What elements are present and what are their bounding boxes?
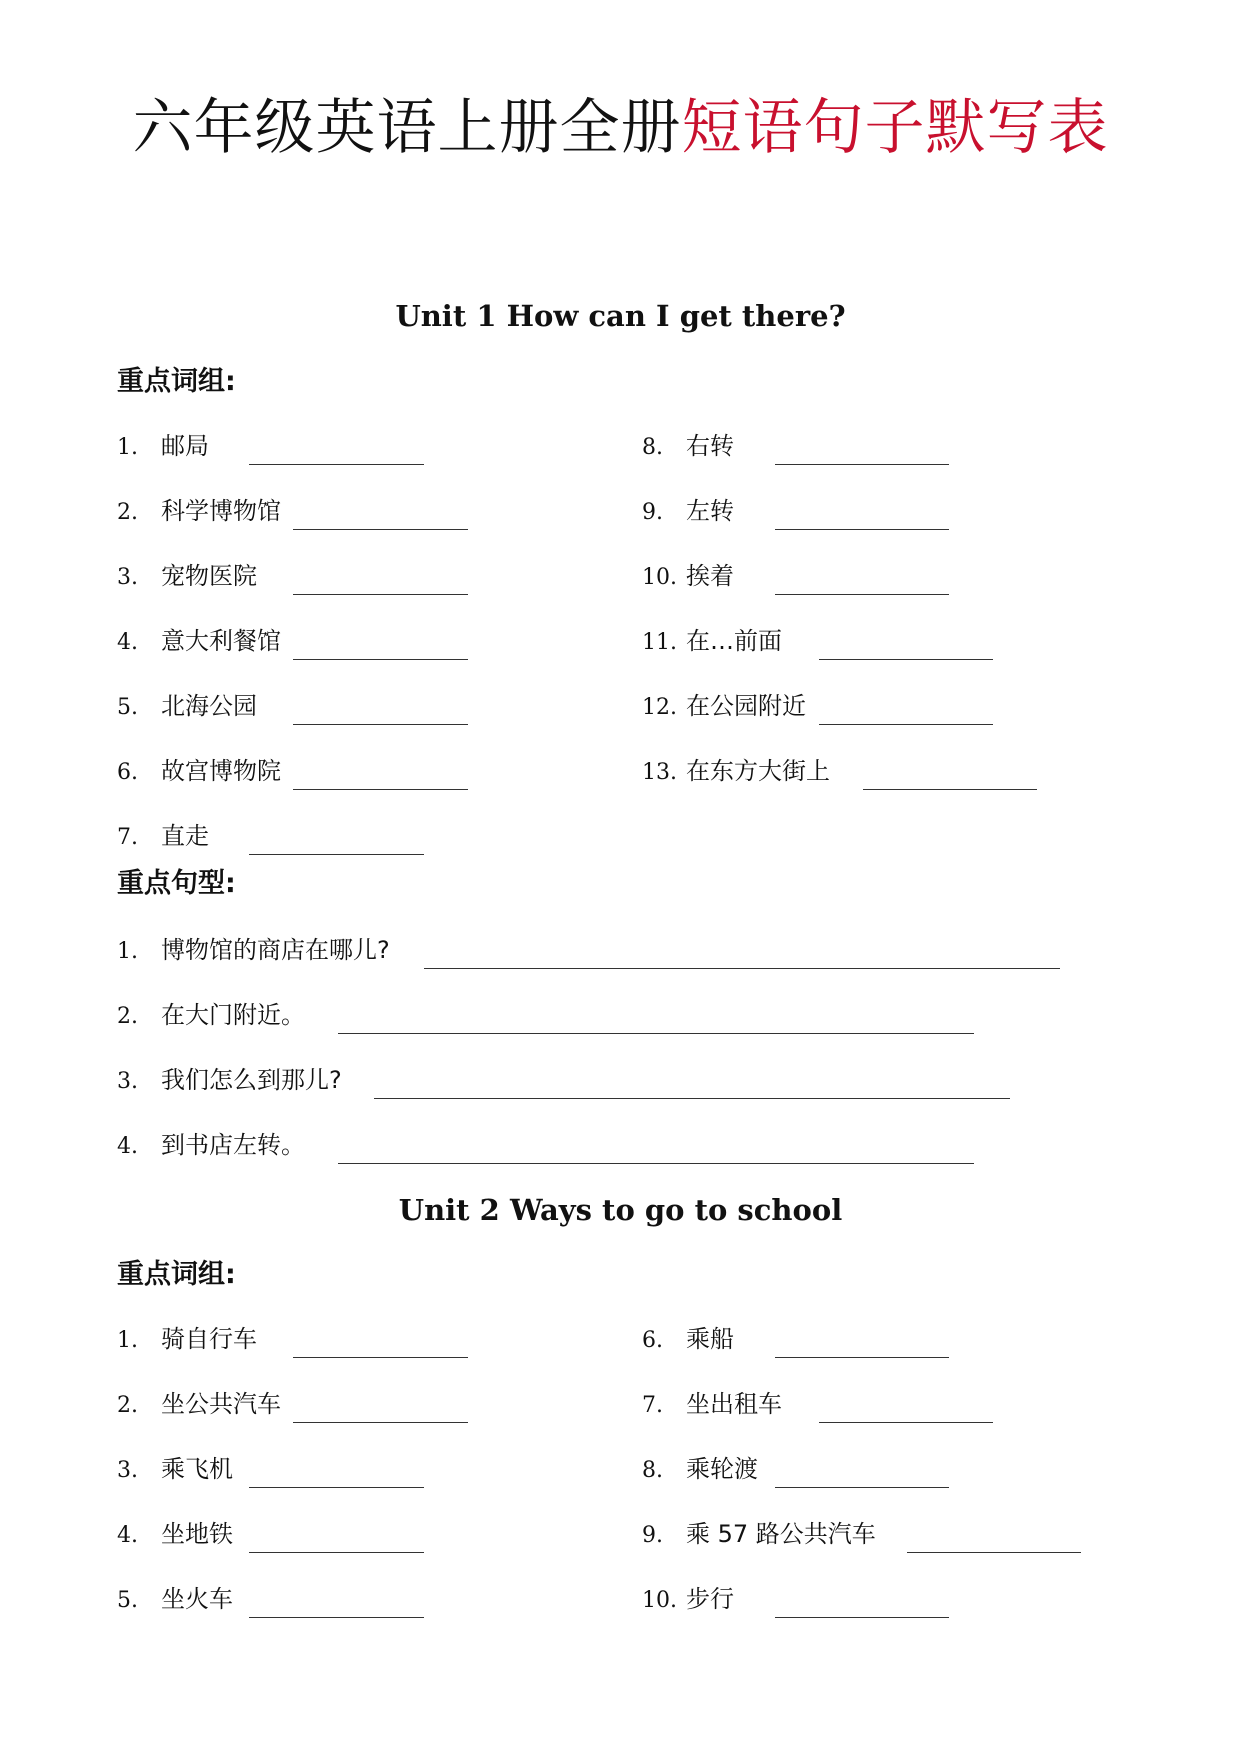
answer-blank[interactable] (293, 659, 468, 660)
answer-blank[interactable] (293, 594, 468, 595)
answer-blank[interactable] (424, 968, 1060, 969)
item-text: 博物馆的商店在哪儿? (161, 936, 390, 964)
item-number: 1. (117, 435, 138, 460)
item-number: 8. (642, 435, 663, 460)
item-number: 12. (642, 695, 677, 720)
answer-blank[interactable] (293, 529, 468, 530)
item-text: 步行 (686, 1585, 734, 1613)
answer-blank[interactable] (775, 1357, 949, 1358)
answer-blank[interactable] (775, 594, 949, 595)
item-text: 故宫博物院 (161, 757, 281, 785)
page-title (0, 88, 1241, 168)
item-text: 宠物医院 (161, 562, 257, 590)
item-text: 在大门附近。 (161, 1001, 305, 1029)
answer-blank[interactable] (249, 1487, 424, 1488)
item-text: 坐地铁 (161, 1520, 233, 1548)
item-number: 9. (642, 1523, 663, 1548)
item-number: 2. (117, 1393, 138, 1418)
item-number: 4. (117, 1134, 138, 1159)
item-number: 13. (642, 760, 677, 785)
item-text: 科学博物馆 (161, 497, 281, 525)
item-text: 意大利餐馆 (161, 627, 281, 655)
item-text: 到书店左转。 (161, 1131, 305, 1159)
item-number: 5. (117, 1588, 138, 1613)
item-text: 坐火车 (161, 1585, 233, 1613)
answer-blank[interactable] (907, 1552, 1081, 1553)
answer-blank[interactable] (293, 724, 468, 725)
answer-blank[interactable] (293, 789, 468, 790)
item-text: 乘飞机 (161, 1455, 233, 1483)
item-number: 11. (642, 630, 677, 655)
item-number: 3. (117, 1069, 138, 1094)
item-text: 乘船 (686, 1325, 734, 1353)
title-main: 六年级英语上册全册 (132, 93, 682, 163)
item-number: 1. (117, 1328, 138, 1353)
item-number: 8. (642, 1458, 663, 1483)
answer-blank[interactable] (374, 1098, 1010, 1099)
answer-blank[interactable] (249, 1617, 424, 1618)
item-text: 右转 (686, 432, 734, 460)
item-number: 1. (117, 939, 138, 964)
item-number: 9. (642, 500, 663, 525)
answer-blank[interactable] (249, 464, 424, 465)
item-text: 在…前面 (686, 627, 782, 655)
answer-blank[interactable] (775, 529, 949, 530)
item-text: 在东方大街上 (686, 757, 830, 785)
answer-blank[interactable] (819, 724, 993, 725)
item-text: 在公园附近 (686, 692, 806, 720)
answer-blank[interactable] (249, 1552, 424, 1553)
item-text: 左转 (686, 497, 734, 525)
item-number: 6. (117, 760, 138, 785)
item-number: 7. (117, 825, 138, 850)
unit2-title: Unit 2 Ways to go to school (398, 1193, 843, 1227)
item-text: 挨着 (686, 562, 734, 590)
unit1-title: Unit 1 How can I get there? (395, 299, 846, 333)
item-text: 北海公园 (161, 692, 257, 720)
item-number: 6. (642, 1328, 663, 1353)
answer-blank[interactable] (293, 1357, 468, 1358)
item-number: 3. (117, 1458, 138, 1483)
item-text: 骑自行车 (161, 1325, 257, 1353)
answer-blank[interactable] (338, 1163, 974, 1164)
title-highlight: 短语句子默写表 (681, 93, 1109, 163)
answer-blank[interactable] (819, 1422, 993, 1423)
item-number: 5. (117, 695, 138, 720)
item-number: 2. (117, 500, 138, 525)
item-number: 7. (642, 1393, 663, 1418)
item-number: 4. (117, 1523, 138, 1548)
item-text: 乘轮渡 (686, 1455, 758, 1483)
item-text: 坐出租车 (686, 1390, 782, 1418)
item-text: 乘 57 路公共汽车 (686, 1520, 876, 1548)
item-number: 10. (642, 1588, 677, 1613)
item-number: 2. (117, 1004, 138, 1029)
item-number: 10. (642, 565, 677, 590)
answer-blank[interactable] (293, 1422, 468, 1423)
answer-blank[interactable] (775, 464, 949, 465)
item-text: 直走 (161, 822, 209, 850)
item-text: 我们怎么到那儿? (161, 1066, 342, 1094)
unit1-sentences-heading: 重点句型: (117, 868, 236, 899)
answer-blank[interactable] (819, 659, 993, 660)
item-text: 坐公共汽车 (161, 1390, 281, 1418)
item-text: 邮局 (161, 432, 209, 460)
answer-blank[interactable] (775, 1617, 949, 1618)
unit2-phrases-heading: 重点词组: (117, 1259, 236, 1290)
item-number: 3. (117, 565, 138, 590)
answer-blank[interactable] (775, 1487, 949, 1488)
answer-blank[interactable] (249, 854, 424, 855)
unit1-phrases-heading: 重点词组: (117, 366, 236, 397)
answer-blank[interactable] (338, 1033, 974, 1034)
item-number: 4. (117, 630, 138, 655)
answer-blank[interactable] (863, 789, 1037, 790)
